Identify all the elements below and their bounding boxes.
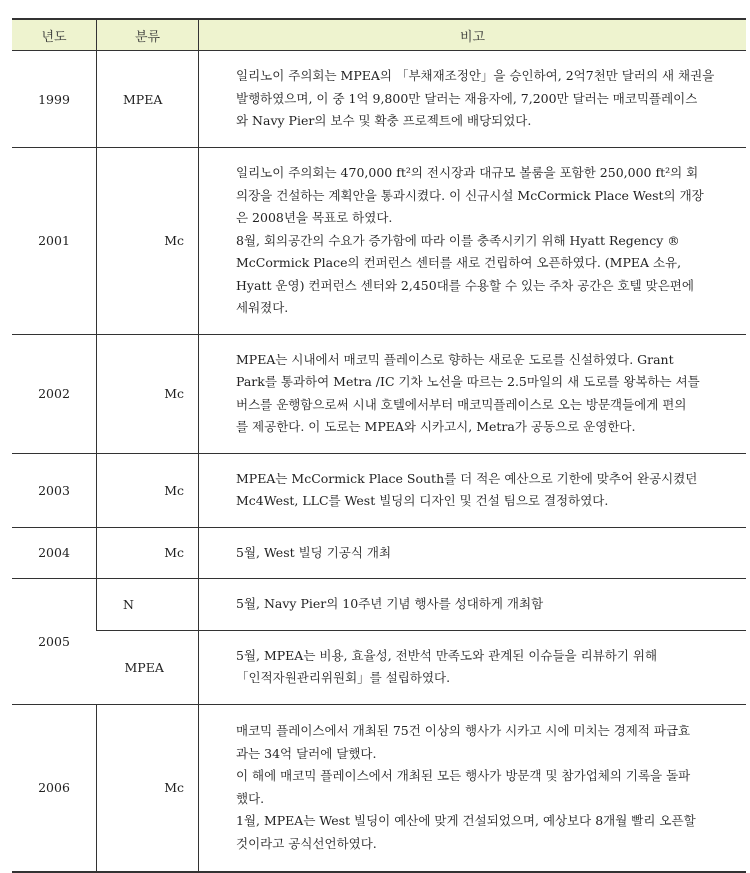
table-row	[12, 704, 746, 872]
category-cell: Mc	[97, 704, 199, 872]
note-cell	[199, 527, 747, 579]
year-cell: 2006	[12, 704, 97, 872]
header-year: 년도	[12, 19, 97, 51]
note-line: 세워졌다.	[236, 300, 289, 315]
note-line: McCormick Place의 컨퍼런스 센터를 새로 건립하여 오픈하였다. (MPEA 소유,	[236, 255, 682, 270]
note-line: MPEA는 McCormick Place South를 더 적은 예산으로 기한에 맞추어 완공시켰던	[236, 470, 698, 486]
note-line: 이 해에 매코믹 플레이스에서 개최된 모든 행사가 방문객 및 참가업체의 기록을 돌파	[236, 768, 691, 784]
year-cell: 2004	[12, 527, 97, 579]
note-line: 5월, Navy Pier의 10주년 기념 행사를 성대하게 개최함	[236, 596, 544, 611]
table-row	[12, 334, 746, 453]
note-cell	[199, 630, 747, 704]
note-line: 「인적자원관리위원회」를 설립하였다.	[236, 670, 451, 685]
note-line: 것이라고 공식선언하였다.	[236, 835, 377, 851]
note-cell	[199, 148, 747, 335]
category-cell: Mc	[97, 334, 199, 453]
category-cell: MPEA	[97, 630, 199, 704]
table-row	[12, 453, 746, 527]
note-line: MPEA는 시내에서 매코믹 플레이스로 향하는 새로운 도로를 신설하였다. Grant	[236, 351, 674, 367]
note-line: 1월, MPEA는 West 빌딩이 예산에 맞게 건설되었으며, 예상보다 8개월 빨리 오픈할	[236, 813, 696, 829]
category-cell: Mc	[97, 527, 199, 579]
note-line: 의장을 건설하는 계획안을 통과시켰다. 이 신규시설 McCormick Place West의 개장	[236, 187, 704, 203]
year-cell: 2003	[12, 453, 97, 527]
note-line: 은 2008년을 목표로 하였다.	[236, 210, 393, 225]
table-header-row	[12, 19, 746, 51]
note-cell	[199, 334, 747, 453]
table-row	[12, 579, 746, 631]
category-cell: Mc	[97, 453, 199, 527]
note-line: 버스를 운행함으로써 시내 호텔에서부터 매코믹플레이스로 오는 방문객들에게 편의	[236, 396, 687, 412]
note-line: 를 제공한다. 이 도로는 MPEA와 시카고시, Metra가 공동으로 운영한다.	[236, 419, 636, 434]
table-row	[12, 148, 746, 335]
table-row	[12, 51, 746, 148]
category-cell: Mc	[97, 148, 199, 335]
table-row	[12, 527, 746, 579]
table-row	[12, 630, 746, 704]
header-note: 비고	[199, 19, 747, 51]
year-cell: 2001	[12, 148, 97, 335]
note-cell	[199, 704, 747, 872]
note-cell	[199, 51, 747, 148]
year-cell: 2005	[12, 579, 97, 705]
note-line: Park를 통과하여 Metra /IC 기차 노선을 따르는 2.5마일의 새 도로를 왕복하는 셔틀	[236, 374, 700, 389]
note-line: Hyatt 운영) 컨퍼런스 센터와 2,450대를 수용할 수 있는 주차 공간은 호텔 맞은편에	[236, 277, 694, 293]
history-table	[12, 18, 746, 873]
note-line: 5월, MPEA는 비용, 효율성, 전반석 만족도와 관계된 이슈들을 리뷰하기 위해	[236, 647, 658, 663]
header-category: 분류	[97, 19, 199, 51]
year-cell: 2002	[12, 334, 97, 453]
note-line: 매코믹 플레이스에서 개최된 75건 이상의 행사가 시카고 시에 미치는 경제적 파급효	[236, 723, 691, 739]
category-cell: MPEA	[97, 51, 199, 148]
note-line: 과는 34억 달러에 달했다.	[236, 745, 377, 761]
category-cell: N	[97, 579, 199, 631]
note-line: 일리노이 주의회는 470,000 ft²의 전시장과 대규모 볼룸을 포함한 250,000 ft²의 회	[236, 165, 699, 180]
note-line: 일리노이 주의회는 MPEA의 「부채재조정안」을 승인하여, 2억7천만 달러의 새 채권을	[236, 68, 715, 84]
note-line: 5월, West 빌딩 기공식 개최	[236, 544, 392, 560]
note-line: 와 Navy Pier의 보수 및 확충 프로젝트에 배당되었다.	[236, 113, 532, 129]
note-line: Mc4West, LLC를 West 빌딩의 디자인 및 건설 팀으로 결정하였다.	[236, 493, 609, 508]
note-line: 8월, 회의공간의 수요가 증가함에 따라 이를 충족시키기 위해 Hyatt Regency ®	[236, 232, 680, 248]
note-line: 했다.	[236, 790, 265, 806]
year-cell: 1999	[12, 51, 97, 148]
note-cell	[199, 453, 747, 527]
note-cell	[199, 579, 747, 631]
note-line: 발행하였으며, 이 중 1억 9,800만 달러는 재융자에, 7,200만 달러는 매코믹플레이스	[236, 90, 698, 106]
